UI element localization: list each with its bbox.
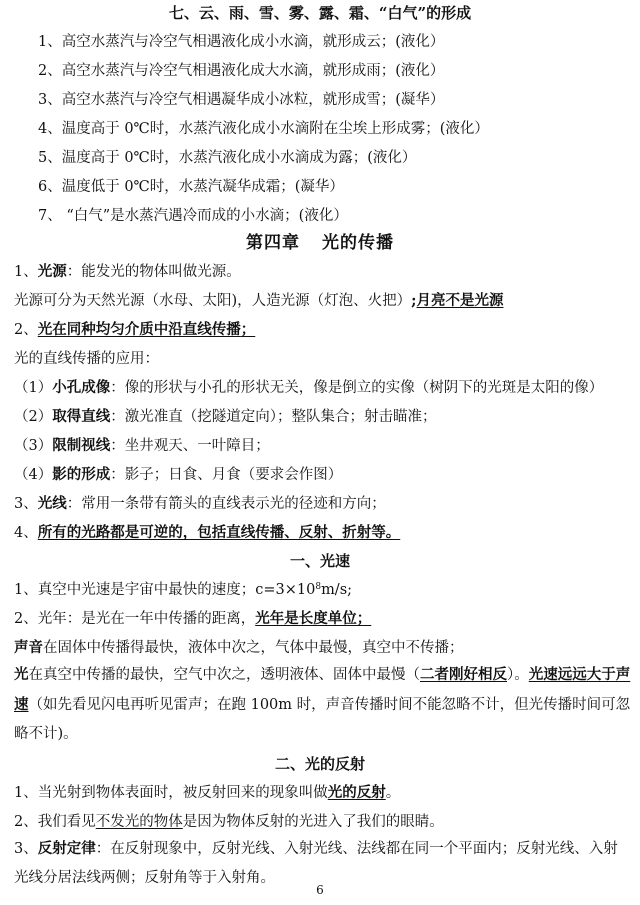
fog-item: 4、温度高于 0℃时，水蒸汽液化成小水滴附在尘埃上形成雾；(液化） [38, 121, 489, 137]
text: 1、当光射到物体表面时，被反射回来的现象叫做 [14, 785, 328, 801]
reflection-section-title: 二、光的反射 [274, 755, 365, 773]
text: ）。 [507, 667, 529, 683]
cloud-item: 1、高空水蒸汽与冷空气相遇液化成小水滴，就形成云；(液化） [38, 34, 445, 50]
application-item [14, 407, 632, 427]
term: 反射定律 [37, 840, 96, 857]
number: （1） [14, 380, 53, 396]
speed-section-title: 一、光速 [289, 552, 350, 570]
term: 小孔成像 [52, 379, 111, 396]
reversibility-statement [14, 523, 632, 543]
text: 在固体中传播得最快，液体中次之，气体中最慢，真空中不传播； [43, 640, 464, 656]
term: 影的形成 [52, 466, 111, 483]
text: 光源可分为天然光源（水母、太阳)，人造光源（灯泡、火把） [14, 293, 412, 309]
term: 取得直线 [52, 408, 111, 425]
text: 2、光年：是光在一年中传播的距离， [14, 611, 256, 627]
dew-item: 5、温度高于 0℃时，水蒸汽液化成小水滴成为露；(液化） [38, 150, 417, 166]
light-year-item [14, 609, 632, 629]
text: ：能发光的物体叫做光源。 [66, 264, 241, 280]
text: （如先看见闪电再听见雷声；在跑 100m 时，声音传播时间不能忽略不计，但光传播时间可忽略不计)。 [14, 697, 631, 742]
speed-of-light-item [14, 580, 632, 600]
text: ：坐井观天、一叶障目； [110, 438, 270, 454]
chapter-title: 光的传播 [322, 233, 394, 253]
application-item [14, 436, 632, 456]
chapter-label: 第四章 [246, 233, 300, 253]
emphasis: 月亮不是光源 [416, 292, 504, 309]
seeing-objects-item [14, 812, 632, 832]
emphasis: 所有的光路都是可逆的，包括直线传播、反射、折射等。 [37, 524, 401, 541]
text: 是因为物体反射的光进入了我们的眼睛。 [182, 814, 444, 830]
light-source-types [14, 291, 632, 311]
emphasis: 光的反射 [327, 784, 386, 801]
separator: ; [411, 292, 417, 309]
number: （2） [14, 409, 53, 425]
text: 2、我们看见 [14, 814, 96, 830]
term: 限制视线 [52, 437, 111, 454]
applications-heading: 光的直线传播的应用： [14, 351, 159, 367]
emphasis: 光在同种均匀介质中沿直线传播 [37, 321, 241, 338]
white-vapor-item: 7、 “白气”是水蒸汽遇冷而成的小水滴；(液化） [38, 208, 348, 224]
reflection-definition [14, 783, 632, 803]
straight-line-propagation [14, 320, 632, 340]
text: ：激光准直（挖隧道定向）；整队集合；射击瞄准； [110, 409, 437, 425]
text: ：常用一条带有箭头的直线表示光的径迹和方向； [66, 496, 386, 512]
number: 1、 [14, 264, 38, 280]
number: 3、 [14, 496, 38, 512]
light-propagation-paragraph [14, 660, 632, 749]
number: 4、 [14, 525, 38, 541]
snow-item: 3、高空水蒸汽与冷空气相遇凝华成小冰粒，就形成雪；(凝华） [38, 92, 445, 108]
text: 在真空中传播的最快，空气中次之，透明液体、固体中最慢（ [28, 667, 420, 683]
rain-item: 2、高空水蒸汽与冷空气相遇液化成大水滴，就形成雨；(液化） [38, 63, 445, 79]
emphasis: 光速远远大于声速 [14, 666, 631, 713]
page-number: 6 [316, 883, 324, 897]
number: 3、 [14, 841, 38, 857]
emphasis: 二者刚好相反 [420, 666, 507, 683]
text: ：像的形状与小孔的形状无关，像是倒立的实像（树阴下的光斑是太阳的像） [110, 380, 604, 396]
section-7-title: 七、云、雨、雪、雾、露、霜、“白气”的形成 [168, 4, 472, 22]
application-item [14, 378, 632, 398]
term: 声音 [14, 639, 43, 656]
text: 1、真空中光速是宇宙中最快的速度；c=3×10 [14, 582, 316, 598]
light-ray-definition [14, 494, 632, 514]
text: ：影子；日食、月食（要求会作图） [110, 467, 343, 483]
application-item [14, 465, 632, 485]
sound-propagation-item [14, 638, 632, 658]
unit: m/s; [321, 582, 353, 598]
number: 2、 [14, 322, 38, 338]
term: 光线 [37, 495, 67, 512]
term: 光 [14, 666, 29, 683]
light-source-definition [14, 262, 632, 282]
frost-item: 6、温度低于 0℃时，水蒸汽凝华成霜；(凝华） [38, 179, 344, 195]
text: 。 [385, 785, 401, 801]
emphasis: 光年是长度单位； [255, 610, 372, 627]
number: （4） [14, 467, 53, 483]
emphasis: 不发光的物体 [95, 814, 183, 830]
exponent: 8 [315, 582, 322, 592]
text: ：在反射现象中，反射光线、入射光线、法线都在同一个平面内；反射光线、入射光线分居法线两侧；反射角等于入射角。 [14, 841, 618, 886]
punctuation: ； [240, 321, 256, 338]
number: （3） [14, 438, 53, 454]
term: 光源 [37, 263, 67, 280]
chapter-heading [0, 233, 640, 253]
